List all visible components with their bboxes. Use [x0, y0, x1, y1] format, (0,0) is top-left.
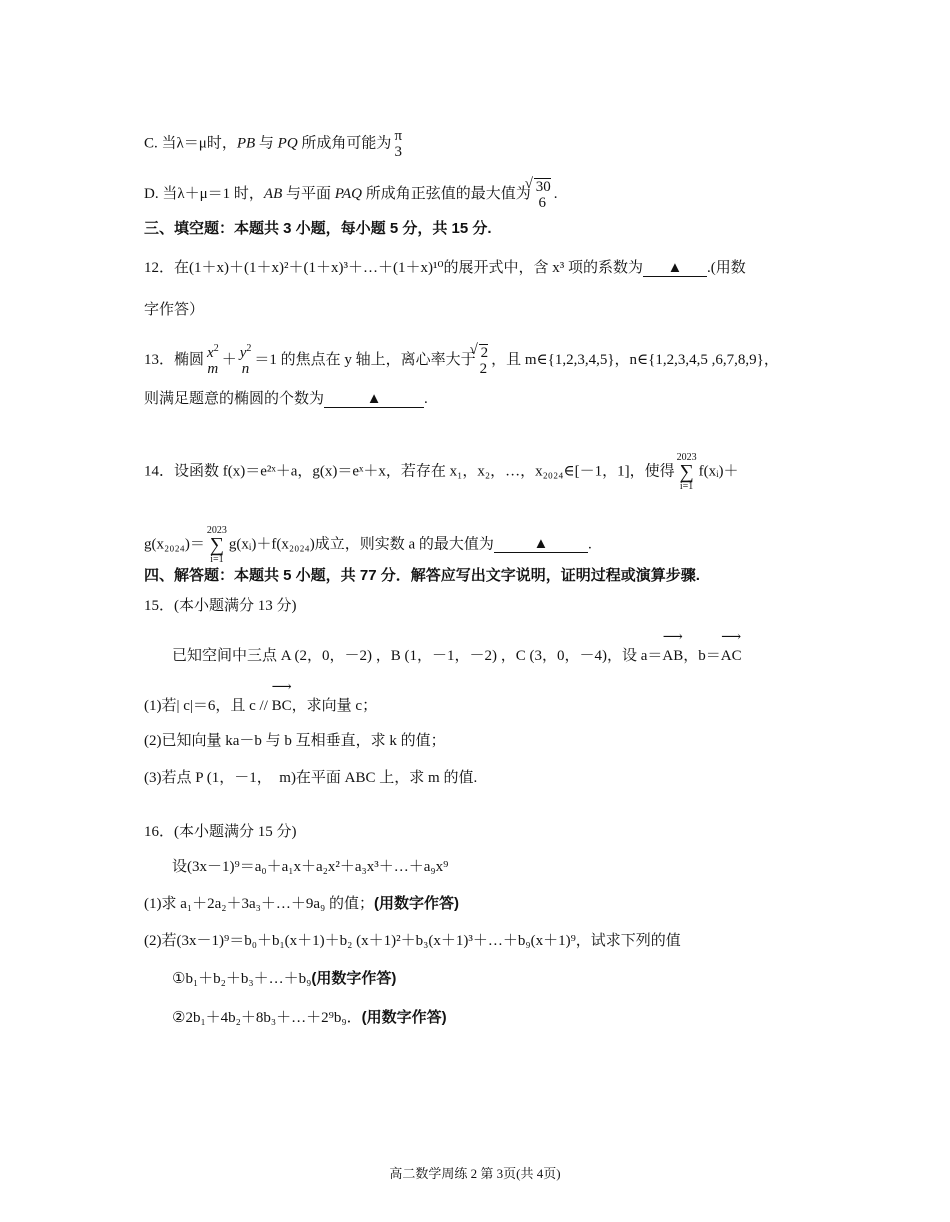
q15-title: 15．(本小题满分 13 分): [144, 598, 297, 614]
q12-line1: 12．在(1＋x)＋(1＋x)²＋(1＋x)³＋…＋(1＋x)¹⁰的展开式中，含 x³ 项的系数为 ▲ .(用数: [144, 260, 746, 276]
q16-part1: (1)求 a₁＋2a₂＋3a₃＋…＋9a₉ 的值；(用数字作答): [144, 895, 460, 912]
q13-answer-blank[interactable]: ▲: [324, 389, 424, 408]
seg-ab: AB: [263, 185, 283, 202]
plane-paq: PAQ: [334, 185, 362, 202]
q16-title: 16．(本小题满分 15 分): [144, 824, 297, 840]
q14-line2: g(x₂₀₂₄)＝2023 ∑ i=1g(xᵢ)＋f(x₂₀₂₄)成立，则实数 a 的最大值为 ▲ .: [144, 525, 592, 565]
q15-part3: (3)若点 P (1，－1， m)在平面 ABC 上，求 m 的值.: [144, 770, 478, 786]
fraction-x2-m: $x^2$ m: [207, 342, 219, 377]
fraction-y2-n: $y^2$ n: [239, 342, 252, 377]
q15-part2: (2)已知向量 ka－b 与 b 互相垂直，求 k 的值；: [144, 733, 446, 749]
seg-pq: PQ: [277, 135, 298, 152]
q16-sub2: ②2b₁＋4b₂＋8b₃＋…＋2⁹b₉．(用数字作答): [172, 1009, 447, 1026]
summation-symbol: 2023 ∑ i=1: [206, 525, 227, 565]
section-3-heading: 三、填空题：本题共 3 小题，每小题 5 分，共 15 分.: [144, 220, 492, 237]
q15-stem: 已知空间中三点 A (2，0，－2) ，B (1，－1，－2) ，C (3，0，－4)，设 a＝⟶ AB，b＝⟶ AC: [172, 646, 808, 666]
q15-part1: (1)若| c|＝6，且 c // ⟶ BC，求向量 c；: [144, 696, 808, 716]
q12-answer-blank[interactable]: ▲: [643, 258, 707, 277]
q16-stem: 设(3x－1)⁹＝a₀＋a₁x＋a₂x²＋a₃x³＋…＋a₉x⁹: [172, 859, 449, 875]
fraction-sqrt30-6: √ 30 6: [532, 178, 553, 211]
vector-ab: ⟶ AB: [662, 646, 683, 666]
option-d: D. 当λ＋μ＝1 时，AB 与平面 PAQ 所成角正弦值的最大值为 √ 30 6 .: [144, 178, 808, 211]
q13-line2: 则满足题意的椭圆的个数为 ▲ .: [144, 391, 428, 407]
vector-bc: ⟶ BC: [272, 696, 292, 716]
q14-line1: 14．设函数 f(x)＝e²ˣ＋a，g(x)＝eˣ＋x，若存在 x₁，x₂，…，x₂₀₂₄∈[－1，1]，使得2023 ∑ i=1f(xᵢ)＋: [144, 452, 739, 492]
section-4-heading: 四、解答题：本题共 5 小题，共 77 分．解答应写出文字说明，证明过程或演算步骤.: [144, 567, 700, 584]
q14-answer-blank[interactable]: ▲: [494, 534, 588, 553]
vector-ac: ⟶ AC: [721, 646, 742, 666]
q12-line2: 字作答）: [144, 302, 205, 318]
option-c: C. 当λ＝μ时，PB 与 PQ 所成角可能为 π 3: [144, 128, 403, 160]
q13-line1: 13．椭圆 $x^2$ m ＋ $y^2$ n ＝1 的焦点在 y 轴上，离心率大于 √ 2 2 ，且 m∈{1,2,3,4,5}，n∈{1,2,3,4,5 ,6,7,8,9}，: [144, 344, 808, 377]
fraction-pi-3: π 3: [394, 128, 403, 160]
q16-sub1: ①b₁＋b₂＋b₃＋…＋b₉(用数字作答): [172, 970, 397, 987]
q16-part2: (2)若(3x－1)⁹＝b₀＋b₁(x＋1)＋b₂ (x＋1)²＋b₃(x＋1)³＋…＋b₉(x＋1)⁹，试求下列的值: [144, 933, 681, 949]
fraction-sqrt2-2: √ 2 2: [477, 344, 491, 377]
summation-symbol: 2023 ∑ i=1: [676, 452, 697, 492]
seg-pb: PB: [236, 135, 256, 152]
page-footer: 高二数学周练 2 第 3页(共 4页): [389, 1166, 561, 1181]
